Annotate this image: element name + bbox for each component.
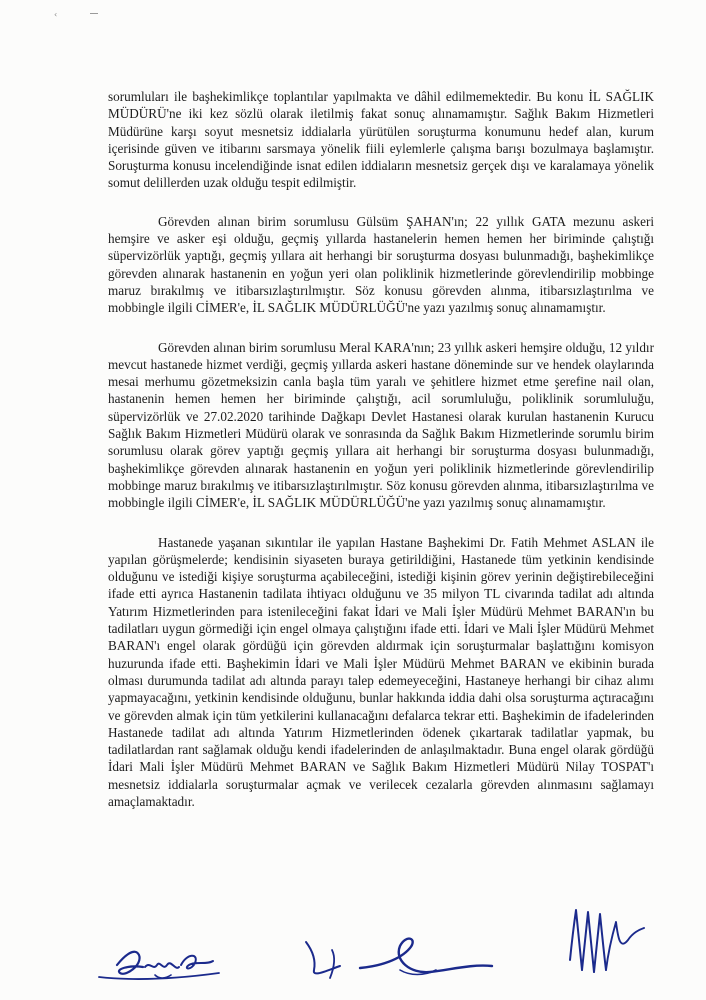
signature-1 <box>95 925 225 995</box>
paragraph-4: Hastanede yaşanan sıkıntılar ile yapılan Hastane Başhekimi Dr. Fatih Mehmet ASLAN ile yapılan görüşmelerde; kendisinin siyaseten buraya getirildiğini, Hastanede tüm yetkinin kendisinde olduğunu ve istediği kişiye soruşturma açabileceğini, istediği kişinin görev yerinin değiştirebileceğini ifade etti ayrıca Hastanenin tadilata ihtiyacı olduğunu ve 35 milyon TL civarında tadilat adı altında Yatırım Hizmetlerinden para istenileceğini fakat İdari ve Mali İşler Müdürü Mehmet BARAN'ın bu tadilatları uygun görmediği için engel olmaya çalıştığını ifade etti. İdari ve Mali İşler Müdürü Mehmet BARAN'ı engel olarak gördüğü için görevden aldırmak için soruşturmalar başlattığını komisyon huzurunda ifade etti. Başhekimin İdari ve Mali İşler Müdürü Mehmet BARAN ve ekibinin burada olması durumunda tadilat adı altında parayı talep edemeyeceğini, Hastaneye herhangi bir cihaz alımı yapmayacağını, yetkinin kendisinde olduğunu, bunlar hakkında iddia dahi olsa soruşturma açtıracağını ve görevden almak için tüm yetkilerini kullanacağını defalarca tekrar etti. Başhekimin de ifadelerinden Hastanede tadilat adı altında Yatırım Hizmetlerinden ödenek çıkartarak tadilatlar yapmak, bu tadilatlardan rant sağlamak olduğu kendi ifadelerinden de anlaşılmaktadır. Buna engel olarak gördüğü İdari Mali İşler Müdürü Mehmet BARAN ve Sağlık Bakım Hizmetleri Müdürü Nilay TOSPAT'ı mesnetsiz iddialarla soruşturmalar açmak ve verilecek cezalarla görevden alınmasını sağlamayı amaçlamaktadır. <box>108 534 654 809</box>
signature-3 <box>560 900 650 990</box>
scan-artifact: ‹ <box>54 10 58 19</box>
paragraph-2: Görevden alınan birim sorumlusu Gülsüm ŞAHAN'ın; 22 yıllık GATA mezunu askeri hemşire ve asker eşi olduğu, geçmiş yıllarda hastanelerin hemen hemen her biriminde çalıştığı süpervizörlük yaptığı, geçmiş yıllara ait herhangi bir soruşturma dosyası bulunmadığı, başhekimlikçe görevden alınarak hastanenin en yoğun yeri olan poliklinik hizmetlerinde görevlendirilip mobbinge maruz bırakılmış ve itibarsızlaştırılmıştır. Söz konusu görevden alınma, itibarsızlaştırılma ve mobbingle ilgili CİMER'e, İL SAĞLIK MÜDÜRLÜĞÜ'ne yazı yazılmış sonuç alınamamıştır. <box>108 213 654 316</box>
signature-2 <box>300 920 500 995</box>
scan-artifact-line <box>90 13 98 14</box>
paragraph-1: sorumluları ile başhekimlikçe toplantılar yapılmakta ve dâhil edilmemektedir. Bu konu İL SAĞLIK MÜDÜRÜ'ne iki kez sözlü olarak iletilmiş fakat sonuç alınamamıştır. Sağlık Bakım Hizmetleri Müdürüne karşı soyut mesnetsiz iddialarla yürütülen soruşturma konumunu hedef alan, kurum içerisinde güven ve itibarını sarsmaya yönelik fiili eylemlerle çalışma barışı bozulmaya başlamıştır. Soruşturma konusu incelendiğinde isnat edilen iddiaların mesnetsiz gerçek dışı ve karalamaya yönelik somut delillerden uzak olduğu tespit edilmiştir. <box>108 89 654 191</box>
paragraph-3: Görevden alınan birim sorumlusu Meral KARA'nın; 23 yıllık askeri hemşire olduğu, 12 yıldır mevcut hastanede hizmet verdiği, geçmiş yıllarda askeri hastane döneminde sur ve hendek olaylarında mesai merhumu gözetmeksizin canla başla tüm yaralı ve şehitlere hizmet etme şerefine nail olan, hastanenin hemen hemen her biriminde çalıştığı, acil sorumluluğu, poliklinik sorumluluğu, süpervizörlük ve 27.02.2020 tarihinde Dağkapı Devlet Hastanesi olarak kurulan hastanenin Kurucu Sağlık Bakım Hizmetleri Müdürü olarak ve sonrasında da Sağlık Bakım Hizmetlerinde sorumlu birim sorumlusu olarak görev yaptığı geçmiş yıllara ait herhangi bir soruşturma dosyası bulunmadığı, başhekimlikçe görevden alınarak hastanenin en yoğun yeri poliklinik hizmetlerinde görevlendirilip mobbinge maruz bırakılmış ve itibarsızlaştırılmıştır. Söz konusu görevden alınma, itibarsızlaştırılma ve mobbingle ilgili CİMER'e, İL SAĞLIK MÜDÜRLÜĞÜ'ne yazı yazılmış sonuç alınamamıştır. <box>108 339 654 511</box>
document-body <box>108 88 654 832</box>
